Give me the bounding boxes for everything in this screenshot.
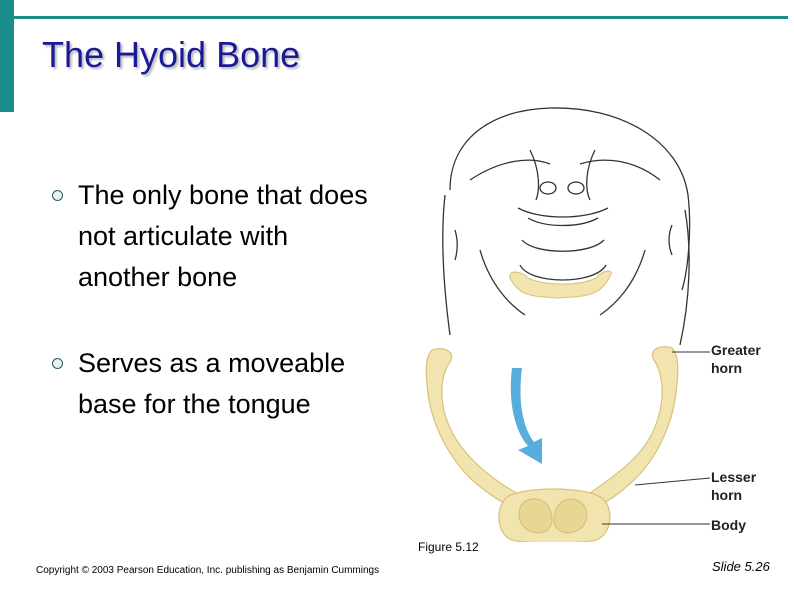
- head-illustration: [443, 108, 690, 345]
- copyright-text: Copyright © 2003 Pearson Education, Inc. publishing as Benjamin Cummings: [36, 565, 380, 576]
- figure-caption: Figure 5.12: [418, 540, 479, 554]
- top-rule: [0, 16, 788, 19]
- hyoid-figure: [410, 100, 794, 542]
- label-body: Body: [711, 517, 746, 533]
- bullet-dot-icon: [52, 358, 63, 369]
- bullet-dot-icon: [52, 190, 63, 201]
- bullet-text: Serves as a moveable base for the tongue: [78, 348, 346, 419]
- hyoid-bone-enlarged: [426, 347, 678, 542]
- bullet-item: [52, 175, 372, 298]
- bullet-item: [52, 343, 372, 425]
- down-arrow: [511, 368, 542, 464]
- bullet-list: [52, 175, 372, 470]
- slide-title: The Hyoid Bone: [42, 34, 301, 75]
- bullet-text: The only bone that does not articulate with another bone: [78, 180, 368, 292]
- left-accent-bar: [0, 0, 14, 112]
- label-greater-horn-line2: horn: [711, 360, 743, 376]
- label-lesser-horn: Lesser: [711, 469, 757, 485]
- label-lesser-horn-line2: horn: [711, 487, 743, 503]
- slide-number: Slide 5.26: [712, 559, 770, 574]
- label-greater-horn: Greater: [711, 342, 761, 358]
- head-hyoid-silhouette: [510, 271, 612, 298]
